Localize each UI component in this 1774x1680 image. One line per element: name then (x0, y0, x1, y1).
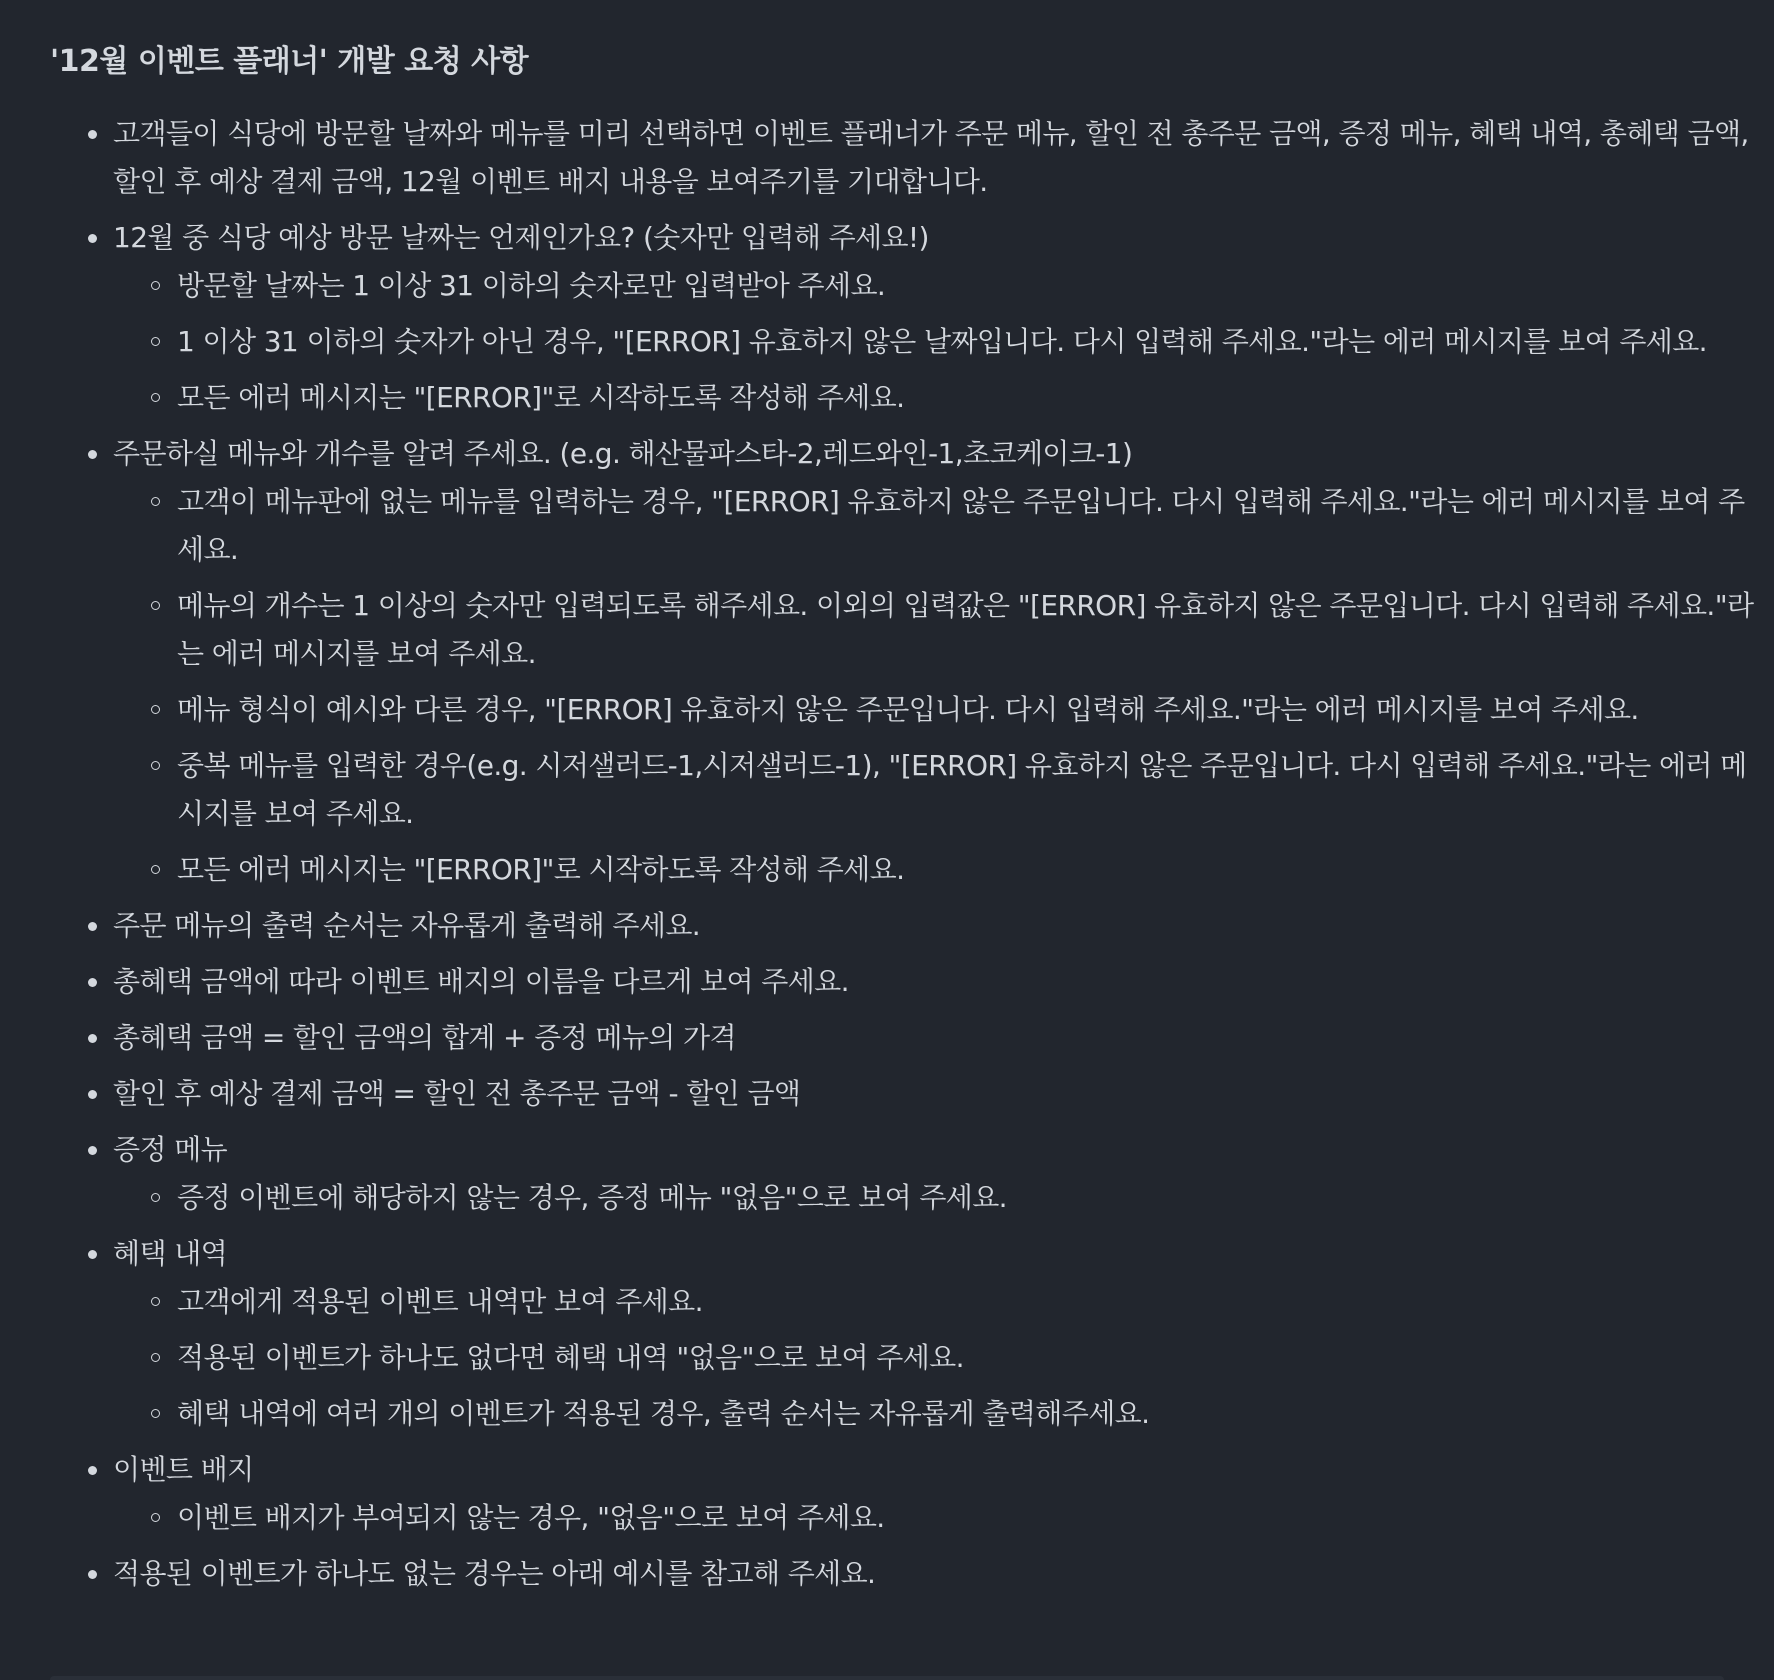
sub-list-item (177, 1334, 1763, 1382)
bullet-circle-icon (151, 865, 160, 874)
bullet-circle-icon (151, 497, 160, 506)
bullet-circle-icon (151, 1353, 160, 1362)
bullet-disc-icon (88, 1090, 97, 1099)
requirements-list (50, 110, 1763, 1606)
bullet-circle-icon (151, 705, 160, 714)
sub-list-item-text: 모든 에러 메시지는 "[ERROR]"로 시작하도록 작성해 주세요. (177, 381, 905, 414)
sub-list-item-text: 1 이상 31 이하의 숫자가 아닌 경우, "[ERROR] 유효하지 않은 날짜입니다. 다시 입력해 주세요."라는 에러 메시지를 보여 주세요. (177, 325, 1707, 358)
list-item (113, 1230, 1763, 1438)
list-item-text: 이벤트 배지 (113, 1453, 254, 1486)
bullet-disc-icon (88, 1570, 97, 1579)
bullet-disc-icon (88, 1466, 97, 1475)
sub-list-item-text: 이벤트 배지가 부여되지 않는 경우, "없음"으로 보여 주세요. (177, 1501, 885, 1534)
sub-list-item (177, 742, 1763, 838)
sub-list-item-text: 모든 에러 메시지는 "[ERROR]"로 시작하도록 작성해 주세요. (177, 853, 905, 886)
sub-list-item (177, 1174, 1763, 1222)
sub-list-item-text: 메뉴 형식이 예시와 다른 경우, "[ERROR] 유효하지 않은 주문입니다. 다시 입력해 주세요."라는 에러 메시지를 보여 주세요. (177, 693, 1639, 726)
list-item (113, 1014, 1763, 1062)
list-item-text: 할인 후 예상 결제 금액 = 할인 전 총주문 금액 - 할인 금액 (113, 1077, 801, 1110)
list-item-text: 혜택 내역 (113, 1237, 228, 1270)
sub-list-item (177, 686, 1763, 734)
sub-list-item-text: 메뉴의 개수는 1 이상의 숫자만 입력되도록 해주세요. 이외의 입력값은 "[ERROR] 유효하지 않은 주문입니다. 다시 입력해 주세요."라는 에러 메시지를 보여 주세요. (177, 589, 1754, 670)
sub-list (113, 1494, 1763, 1542)
sub-list (113, 1174, 1763, 1222)
bullet-disc-icon (88, 1146, 97, 1155)
sub-list (113, 1278, 1763, 1438)
next-block-edge (50, 1676, 1724, 1680)
sub-list-item-text: 중복 메뉴를 입력한 경우(e.g. 시저샐러드-1,시저샐러드-1), "[ERROR] 유효하지 않은 주문입니다. 다시 입력해 주세요."라는 에러 메시지를 보여 주세요. (177, 749, 1747, 830)
sub-list-item-text: 방문할 날짜는 1 이상 31 이하의 숫자로만 입력받아 주세요. (177, 269, 886, 302)
bullet-circle-icon (151, 337, 160, 346)
bullet-disc-icon (88, 450, 97, 459)
sub-list-item (177, 846, 1763, 894)
list-item-text: 주문 메뉴의 출력 순서는 자유롭게 출력해 주세요. (113, 909, 701, 942)
bullet-disc-icon (88, 978, 97, 987)
bullet-circle-icon (151, 1513, 160, 1522)
list-item (113, 958, 1763, 1006)
list-item (113, 1550, 1763, 1598)
section-heading: '12월 이벤트 플래너' 개발 요청 사항 (50, 44, 529, 79)
list-item (113, 1126, 1763, 1222)
sub-list-item (177, 374, 1763, 422)
list-item-text: 증정 메뉴 (113, 1133, 228, 1166)
list-item (113, 430, 1763, 894)
sub-list-item-text: 고객에게 적용된 이벤트 내역만 보여 주세요. (177, 1285, 703, 1318)
list-item (113, 214, 1763, 422)
bullet-disc-icon (88, 130, 97, 139)
sub-list-item (177, 1390, 1763, 1438)
sub-list-item-text: 고객이 메뉴판에 없는 메뉴를 입력하는 경우, "[ERROR] 유효하지 않은 주문입니다. 다시 입력해 주세요."라는 에러 메시지를 보여 주세요. (177, 485, 1745, 566)
list-item-text: 주문하실 메뉴와 개수를 알려 주세요. (e.g. 해산물파스타-2,레드와인-1,초코케이크-1) (113, 437, 1133, 470)
list-item (113, 110, 1763, 206)
bullet-disc-icon (88, 922, 97, 931)
list-item-text: 고객들이 식당에 방문할 날짜와 메뉴를 미리 선택하면 이벤트 플래너가 주문 메뉴, 할인 전 총주문 금액, 증정 메뉴, 혜택 내역, 총혜택 금액, 할인 후 예상 결제 금액, 12월 이벤트 배지 내용을 보여주기를 기대합니다. (113, 117, 1749, 198)
list-item (113, 902, 1763, 950)
bullet-circle-icon (151, 1297, 160, 1306)
sub-list-item (177, 318, 1763, 366)
sub-list (113, 478, 1763, 894)
list-item-text: 12월 중 식당 예상 방문 날짜는 언제인가요? (숫자만 입력해 주세요!) (113, 221, 929, 254)
sub-list-item (177, 478, 1763, 574)
sub-list-item (177, 582, 1763, 678)
sub-list-item (177, 1494, 1763, 1542)
list-item-text: 적용된 이벤트가 하나도 없는 경우는 아래 예시를 참고해 주세요. (113, 1557, 876, 1590)
list-item (113, 1070, 1763, 1118)
bullet-disc-icon (88, 1034, 97, 1043)
bullet-circle-icon (151, 1409, 160, 1418)
sub-list-item (177, 1278, 1763, 1326)
sub-list-item-text: 증정 이벤트에 해당하지 않는 경우, 증정 메뉴 "없음"으로 보여 주세요. (177, 1181, 1007, 1214)
list-item-text: 총혜택 금액 = 할인 금액의 합계 + 증정 메뉴의 가격 (113, 1021, 736, 1054)
bullet-circle-icon (151, 761, 160, 770)
bullet-circle-icon (151, 393, 160, 402)
bullet-disc-icon (88, 1250, 97, 1259)
list-item (113, 1446, 1763, 1542)
sub-list-item (177, 262, 1763, 310)
bullet-circle-icon (151, 601, 160, 610)
bullet-circle-icon (151, 281, 160, 290)
sub-list-item-text: 적용된 이벤트가 하나도 없다면 혜택 내역 "없음"으로 보여 주세요. (177, 1341, 964, 1374)
bullet-disc-icon (88, 234, 97, 243)
sub-list (113, 262, 1763, 422)
list-item-text: 총혜택 금액에 따라 이벤트 배지의 이름을 다르게 보여 주세요. (113, 965, 849, 998)
sub-list-item-text: 혜택 내역에 여러 개의 이벤트가 적용된 경우, 출력 순서는 자유롭게 출력해주세요. (177, 1397, 1150, 1430)
bullet-circle-icon (151, 1193, 160, 1202)
